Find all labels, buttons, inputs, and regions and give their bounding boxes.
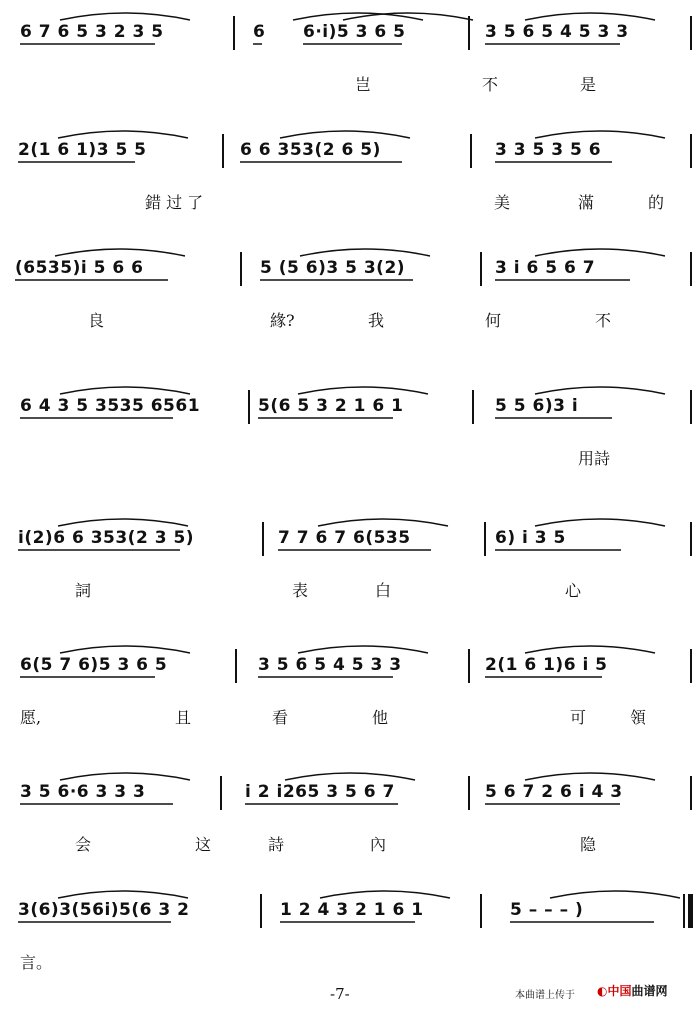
notation-measure: 5 – – – )	[510, 900, 584, 920]
notation-measure: 6) i 3 5	[495, 528, 566, 548]
logo-text-red: 中国	[607, 984, 632, 998]
score-system	[0, 22, 700, 122]
logo-mark-icon: ◐	[597, 984, 608, 998]
slur-arc	[285, 773, 415, 780]
bar-line	[690, 390, 692, 424]
bar-line	[248, 390, 250, 424]
score-system	[0, 782, 700, 882]
lyric-text: 隐	[580, 835, 597, 854]
score-system	[0, 900, 700, 1000]
slur-arc	[525, 773, 655, 780]
notation-measure: 1 2 4 3 2 1 6 1	[280, 900, 424, 920]
slur-arc	[58, 519, 188, 526]
slur-arc	[535, 519, 665, 526]
notation-measure: 3 i 6 5 6 7	[495, 258, 596, 278]
notation-measure: i(2)6 6 353(2 3 5)	[18, 528, 195, 548]
page-number: -7-	[330, 985, 350, 1003]
lyric-text: 是	[580, 75, 597, 94]
notation-measure: 3 5 6 5 4 5 3 3	[485, 22, 629, 42]
bar-line	[690, 252, 692, 286]
bar-line	[690, 776, 692, 810]
upload-notice: 本曲谱上传于	[515, 990, 575, 1001]
final-bar-thick	[688, 894, 693, 928]
lyric-text: 愿,	[20, 708, 42, 727]
lyric-text: 白	[375, 581, 392, 600]
bar-line	[690, 16, 692, 50]
notation-measure: (6535)i 5 6 6	[15, 258, 144, 278]
bar-line	[240, 252, 242, 286]
slur-arc	[293, 13, 423, 20]
notation-measure: 3 3 5 3 5 6	[495, 140, 602, 160]
final-bar-thin	[683, 894, 685, 928]
notation-measure: 5 6 7 2 6 i 4 3	[485, 782, 623, 802]
lyric-text: 詞	[75, 581, 92, 600]
bar-line	[468, 649, 470, 683]
lyric-text: 会	[75, 835, 92, 854]
logo-text-black: 曲谱网	[631, 984, 668, 998]
notation-measure: 6(5 7 6)5 3 6 5	[20, 655, 168, 675]
notation-measure: 6 6 353(2 6 5)	[240, 140, 381, 160]
bar-line	[480, 894, 482, 928]
bar-line	[690, 522, 692, 556]
lyric-text: 可	[570, 708, 587, 727]
lyric-text: 心	[565, 581, 582, 600]
score-system	[0, 655, 700, 755]
bar-line	[484, 522, 486, 556]
notation-measure: 5(6 5 3 2 1 6 1	[258, 396, 404, 416]
bar-line	[220, 776, 222, 810]
slur-arc	[298, 387, 428, 394]
notation-measure: 2(1 6 1)6 i 5	[485, 655, 608, 675]
slur-arc	[60, 773, 190, 780]
slur-arc	[60, 13, 190, 20]
slur-arc	[343, 13, 473, 20]
notation-measure: i 2 i265 3 5 6 7	[245, 782, 395, 802]
lyric-text: 的	[648, 193, 665, 212]
lyric-text: 領	[630, 708, 647, 727]
slur-arc	[298, 646, 428, 653]
score-system	[0, 528, 700, 628]
bar-line	[690, 134, 692, 168]
slur-arc	[535, 387, 665, 394]
slur-arc	[280, 131, 410, 138]
notation-measure: 6·i)5 3 6 5	[303, 22, 406, 42]
lyric-text: 內	[370, 835, 387, 854]
lyric-text: 美	[494, 193, 511, 212]
slur-arc	[318, 519, 448, 526]
bar-line	[222, 134, 224, 168]
score-system	[0, 140, 700, 240]
bar-line	[690, 649, 692, 683]
notation-measure: 5 (5 6)3 5 3(2)	[260, 258, 406, 278]
slur-arc	[525, 13, 655, 20]
score-system	[0, 396, 700, 496]
slur-arc	[58, 891, 188, 898]
lyric-text: 用詩	[578, 449, 611, 468]
lyric-text: 何	[485, 311, 502, 330]
notation-measure: 5 5 6)3 i	[495, 396, 579, 416]
lyric-text: 且	[175, 708, 192, 727]
slur-arc	[60, 387, 190, 394]
notation-measure: 2(1 6 1)3 5 5	[18, 140, 147, 160]
lyric-text: 这	[195, 835, 212, 854]
lyric-text: 我	[368, 311, 385, 330]
lyric-text: 良	[88, 311, 105, 330]
bar-line	[468, 776, 470, 810]
slur-arc	[300, 249, 430, 256]
notation-measure: 3 5 6 5 4 5 3 3	[258, 655, 402, 675]
lyric-text: 緣?	[270, 311, 295, 330]
lyric-text: 錯 过 了	[145, 193, 204, 212]
slur-arc	[535, 249, 665, 256]
bar-line	[470, 134, 472, 168]
bar-line	[262, 522, 264, 556]
lyric-text: 看	[272, 708, 289, 727]
lyric-text: 岂	[355, 75, 372, 94]
notation-measure: 3(6)3(56i)5(6 3 2	[18, 900, 190, 920]
score-system	[0, 258, 700, 358]
lyric-text: 不	[595, 311, 612, 330]
slur-arc	[60, 646, 190, 653]
slur-arc	[550, 891, 680, 898]
lyric-text: 言。	[20, 953, 53, 972]
bar-line	[472, 390, 474, 424]
notation-measure: 6	[253, 22, 266, 42]
lyric-text: 不	[482, 75, 499, 94]
slur-arc	[535, 131, 665, 138]
bar-line	[468, 16, 470, 50]
notation-measure: 3 5 6·6 3 3 3	[20, 782, 146, 802]
lyric-text: 表	[292, 581, 309, 600]
slur-arc	[55, 249, 185, 256]
bar-line	[233, 16, 235, 50]
lyric-text: 他	[372, 708, 389, 727]
notation-measure: 7 7 6 7 6(535	[278, 528, 411, 548]
bar-line	[235, 649, 237, 683]
lyric-text: 滿	[578, 193, 595, 212]
slur-arc	[58, 131, 188, 138]
notation-measure: 6 7 6 5 3 2 3 5	[20, 22, 164, 42]
slur-arc	[320, 891, 450, 898]
bar-line	[480, 252, 482, 286]
site-logo[interactable]	[597, 982, 668, 999]
bar-line	[260, 894, 262, 928]
lyric-text: 詩	[268, 835, 285, 854]
slur-arc	[525, 646, 655, 653]
notation-measure: 6 4 3 5 3535 6561	[20, 396, 201, 416]
